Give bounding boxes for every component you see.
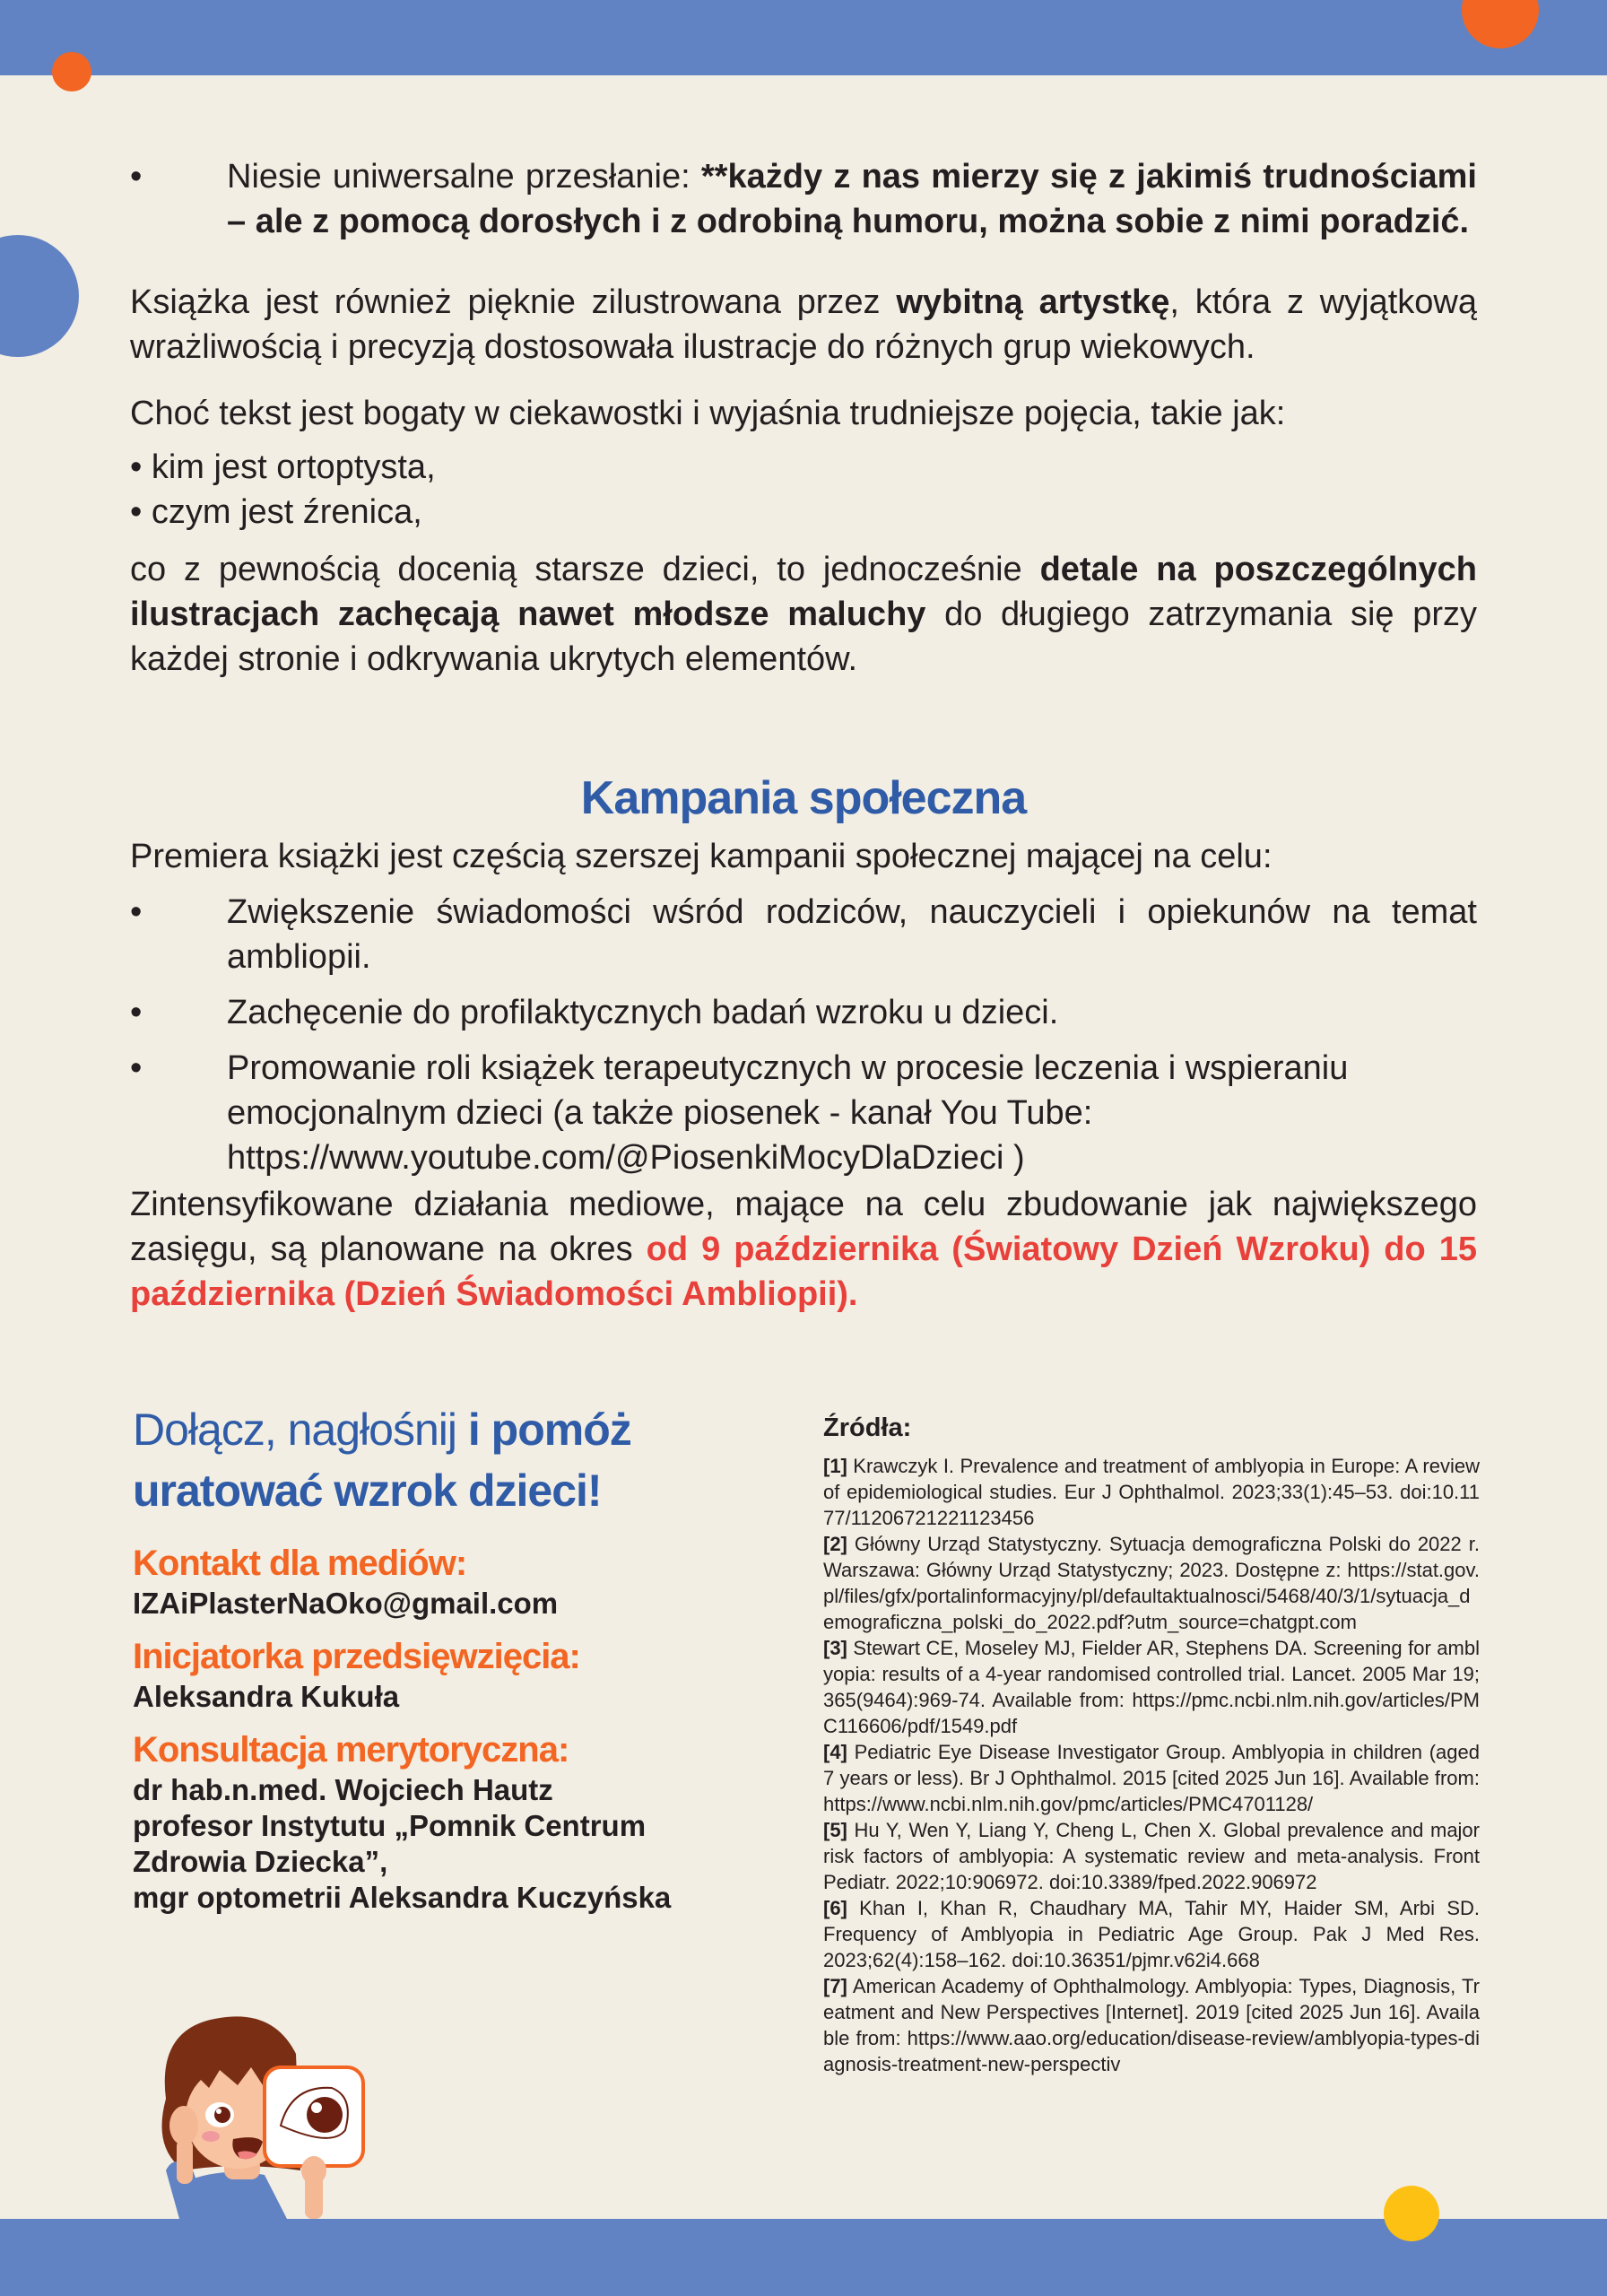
reference-number: [5] xyxy=(823,1819,847,1841)
para-text: co z pewnością docenią starsze dzieci, to jednocześnie xyxy=(130,551,1040,588)
dates-highlight: od 9 października (Światowy Dzień Wzroku) do 15 października (Dzień Świadomości Ambliopii). xyxy=(130,1231,1477,1313)
reference-item xyxy=(823,1739,1480,1817)
initiator-label: Inicjatorka przedsięwzięcia: xyxy=(133,1637,580,1676)
para-text: do długiego zatrzymania się przy każdej stronie i odkrywania ukrytych elementów. xyxy=(130,596,1477,678)
reference-text: Główny Urząd Statystyczny. Sytuacja demograficzna Polski do 2022 r. Warszawa: Główny Urząd Statystyczny; 2023. Dostępne z: https://stat.gov.pl/files/gfx/portalinformacyjny/pl/defaultaktualnosci/5468/40/3/1/sytuacja_demograficzna_polski_do_2022.pdf?utm_source=chatgpt.com xyxy=(823,1533,1480,1633)
reference-text: Stewart CE, Moseley MJ, Fielder AR, Stephens DA. Screening for amblyopia: results of a 4-year randomised controlled trial. Lancet. 2005 Mar 19;365(9464):969-74. Available from: https://pmc.ncbi.nlm.nih.gov/articles/PMC116606/pdf/1549.pdf xyxy=(823,1637,1480,1737)
goal-text[interactable]: Promowanie roli książek terapeutycznych w procesie leczenia i wspieraniu emocjonalnym dzieci (a także piosenek - kanał You Tube: https://www.youtube.com/@PiosenkiMocyDlaDzieci ) xyxy=(227,1049,1349,1177)
reference-item xyxy=(823,1895,1480,1973)
reference-number: [1] xyxy=(823,1455,847,1477)
campaign-title: Kampania społeczna xyxy=(580,772,1027,824)
initiator-name: Aleksandra Kukuła xyxy=(133,1680,400,1713)
reference-item xyxy=(823,1973,1480,2077)
campaign-goal xyxy=(130,990,1477,1035)
top-banner-bar xyxy=(0,0,1607,75)
para-text: , która z wyjątkową wrażliwością i precyzją dostosowała ilustracje do różnych grup wiekowych. xyxy=(130,283,1478,366)
para-bold-text: detale na poszczególnych ilustracjach zachęcają nawet młodsze maluchy xyxy=(130,551,1477,633)
reference-text: Pediatric Eye Disease Investigator Group. Amblyopia in children (aged 7 years or less). Br J Ophthalmol. 2015 [cited 2025 Jun 16]. Available from: https://www.ncbi.nlm.nih.gov/pmc/articles/PMC4701128/ xyxy=(823,1741,1480,1815)
media-paragraph xyxy=(130,1182,1477,1317)
reference-text: Hu Y, Wen Y, Liang Y, Cheng L, Chen X. Global prevalence and major risk factors of amblyopia: A systematic review and meta-analysis. Front Pediatr. 2022;10:906972. doi:10.3389/fped.2022.906972 xyxy=(823,1819,1480,1893)
reference-item xyxy=(823,1531,1480,1635)
yellow-circle-decoration xyxy=(1384,2186,1439,2241)
reference-item xyxy=(823,1453,1480,1531)
contact-section xyxy=(133,1399,707,1916)
consultation-label: Konsultacja merytoryczna: xyxy=(133,1730,569,1770)
consultant-line: dr hab.n.med. Wojciech Hautz xyxy=(133,1773,553,1806)
call-to-action xyxy=(133,1399,707,1521)
concept-item: • kim jest ortoptysta, xyxy=(130,448,436,486)
universal-message-bullet xyxy=(130,154,1477,244)
campaign-goal xyxy=(130,890,1477,979)
campaign-section xyxy=(130,770,1477,1317)
campaign-intro: Premiera książki jest częścią szerszej kampanii społecznej mającej na celu: xyxy=(130,838,1273,875)
reference-item xyxy=(823,1817,1480,1895)
reference-item xyxy=(823,1635,1480,1739)
goal-text: Zwiększenie świadomości wśród rodziców, nauczycieli i opiekunów na temat ambliopii. xyxy=(227,893,1477,976)
bottom-banner-bar xyxy=(0,2219,1607,2296)
cta-bold-text: uratować wzrok dzieci! xyxy=(133,1465,602,1516)
girl-holding-eye-card-illustration xyxy=(130,1991,381,2219)
reference-number: [6] xyxy=(823,1897,847,1919)
reference-number: [2] xyxy=(823,1533,847,1555)
blue-circle-decoration xyxy=(0,235,79,357)
details-paragraph xyxy=(130,547,1477,682)
cta-bold-text: i pomóż xyxy=(467,1405,631,1455)
media-contact-label: Kontakt dla mediów: xyxy=(133,1544,467,1583)
para-text: Książka jest również pięknie zilustrowana przez xyxy=(130,283,897,321)
bullet-icon: • xyxy=(130,893,143,931)
illustration-paragraph xyxy=(130,280,1477,370)
reference-number: [7] xyxy=(823,1975,847,1997)
small-orange-circle-decoration xyxy=(52,52,91,91)
bullet-icon: • xyxy=(130,994,143,1031)
para-text: Zintensyfikowane działania mediowe, mające na celu zbudowanie jak największego zasięgu, są planowane na okres xyxy=(130,1186,1477,1268)
consultant-line: mgr optometrii Aleksandra Kuczyńska xyxy=(133,1881,672,1914)
sources-title: Źródła: xyxy=(823,1413,912,1442)
reference-text: Krawczyk I. Prevalence and treatment of amblyopia in Europe: A review of epidemiological studies. Eur J Ophthalmol. 2023;33(1):45–53. doi:10.1177/11206721221123456 xyxy=(823,1455,1480,1529)
para-bold-text: wybitną artystkę xyxy=(896,283,1170,321)
bullet-icon: • xyxy=(130,158,143,196)
cta-text: Dołącz, nagłośnij xyxy=(133,1405,468,1455)
concept-item: • czym jest źrenica, xyxy=(130,493,422,531)
reference-text: Khan I, Khan R, Chaudhary MA, Tahir MY, Haider SM, Arbi SD. Frequency of Amblyopia in Pediatric Age Group. Pak J Med Res. 2023;62(4):158–162. doi:10.36351/pjmr.v62i4.668 xyxy=(823,1897,1480,1971)
sources-section xyxy=(823,1410,1480,2077)
consultant-line: Zdrowia Dziecka”, xyxy=(133,1845,388,1878)
reference-number: [4] xyxy=(823,1741,847,1763)
campaign-goal xyxy=(130,1046,1477,1180)
goal-text: Zachęcenie do profilaktycznych badań wzroku u dzieci. xyxy=(227,994,1059,1031)
bullet-text: Niesie uniwersalne przesłanie: xyxy=(227,158,701,196)
intro-section xyxy=(130,154,1477,682)
reference-number: [3] xyxy=(823,1637,847,1659)
consultant-line: profesor Instytutu „Pomnik Centrum xyxy=(133,1809,647,1842)
bullet-icon: • xyxy=(130,1049,143,1087)
media-email-link[interactable]: IZAiPlasterNaOko@gmail.com xyxy=(133,1587,559,1620)
concepts-intro: Choć tekst jest bogaty w ciekawostki i wyjaśnia trudniejsze pojęcia, takie jak: xyxy=(130,395,1286,432)
bullet-bold-text: **każdy z nas mierzy się z jakimiś trudnościami – ale z pomocą dorosłych i z odrobiną humoru, można sobie z nimi poradzić. xyxy=(227,158,1477,240)
reference-text: American Academy of Ophthalmology. Amblyopia: Types, Diagnosis, Treatment and New Perspectives [Internet]. 2019 [cited 2025 Jun 16]. Available from: https://www.aao.org/education/disease-review/amblyopia-types-diagnosis-treatment-new-perspectiv xyxy=(823,1975,1480,2075)
